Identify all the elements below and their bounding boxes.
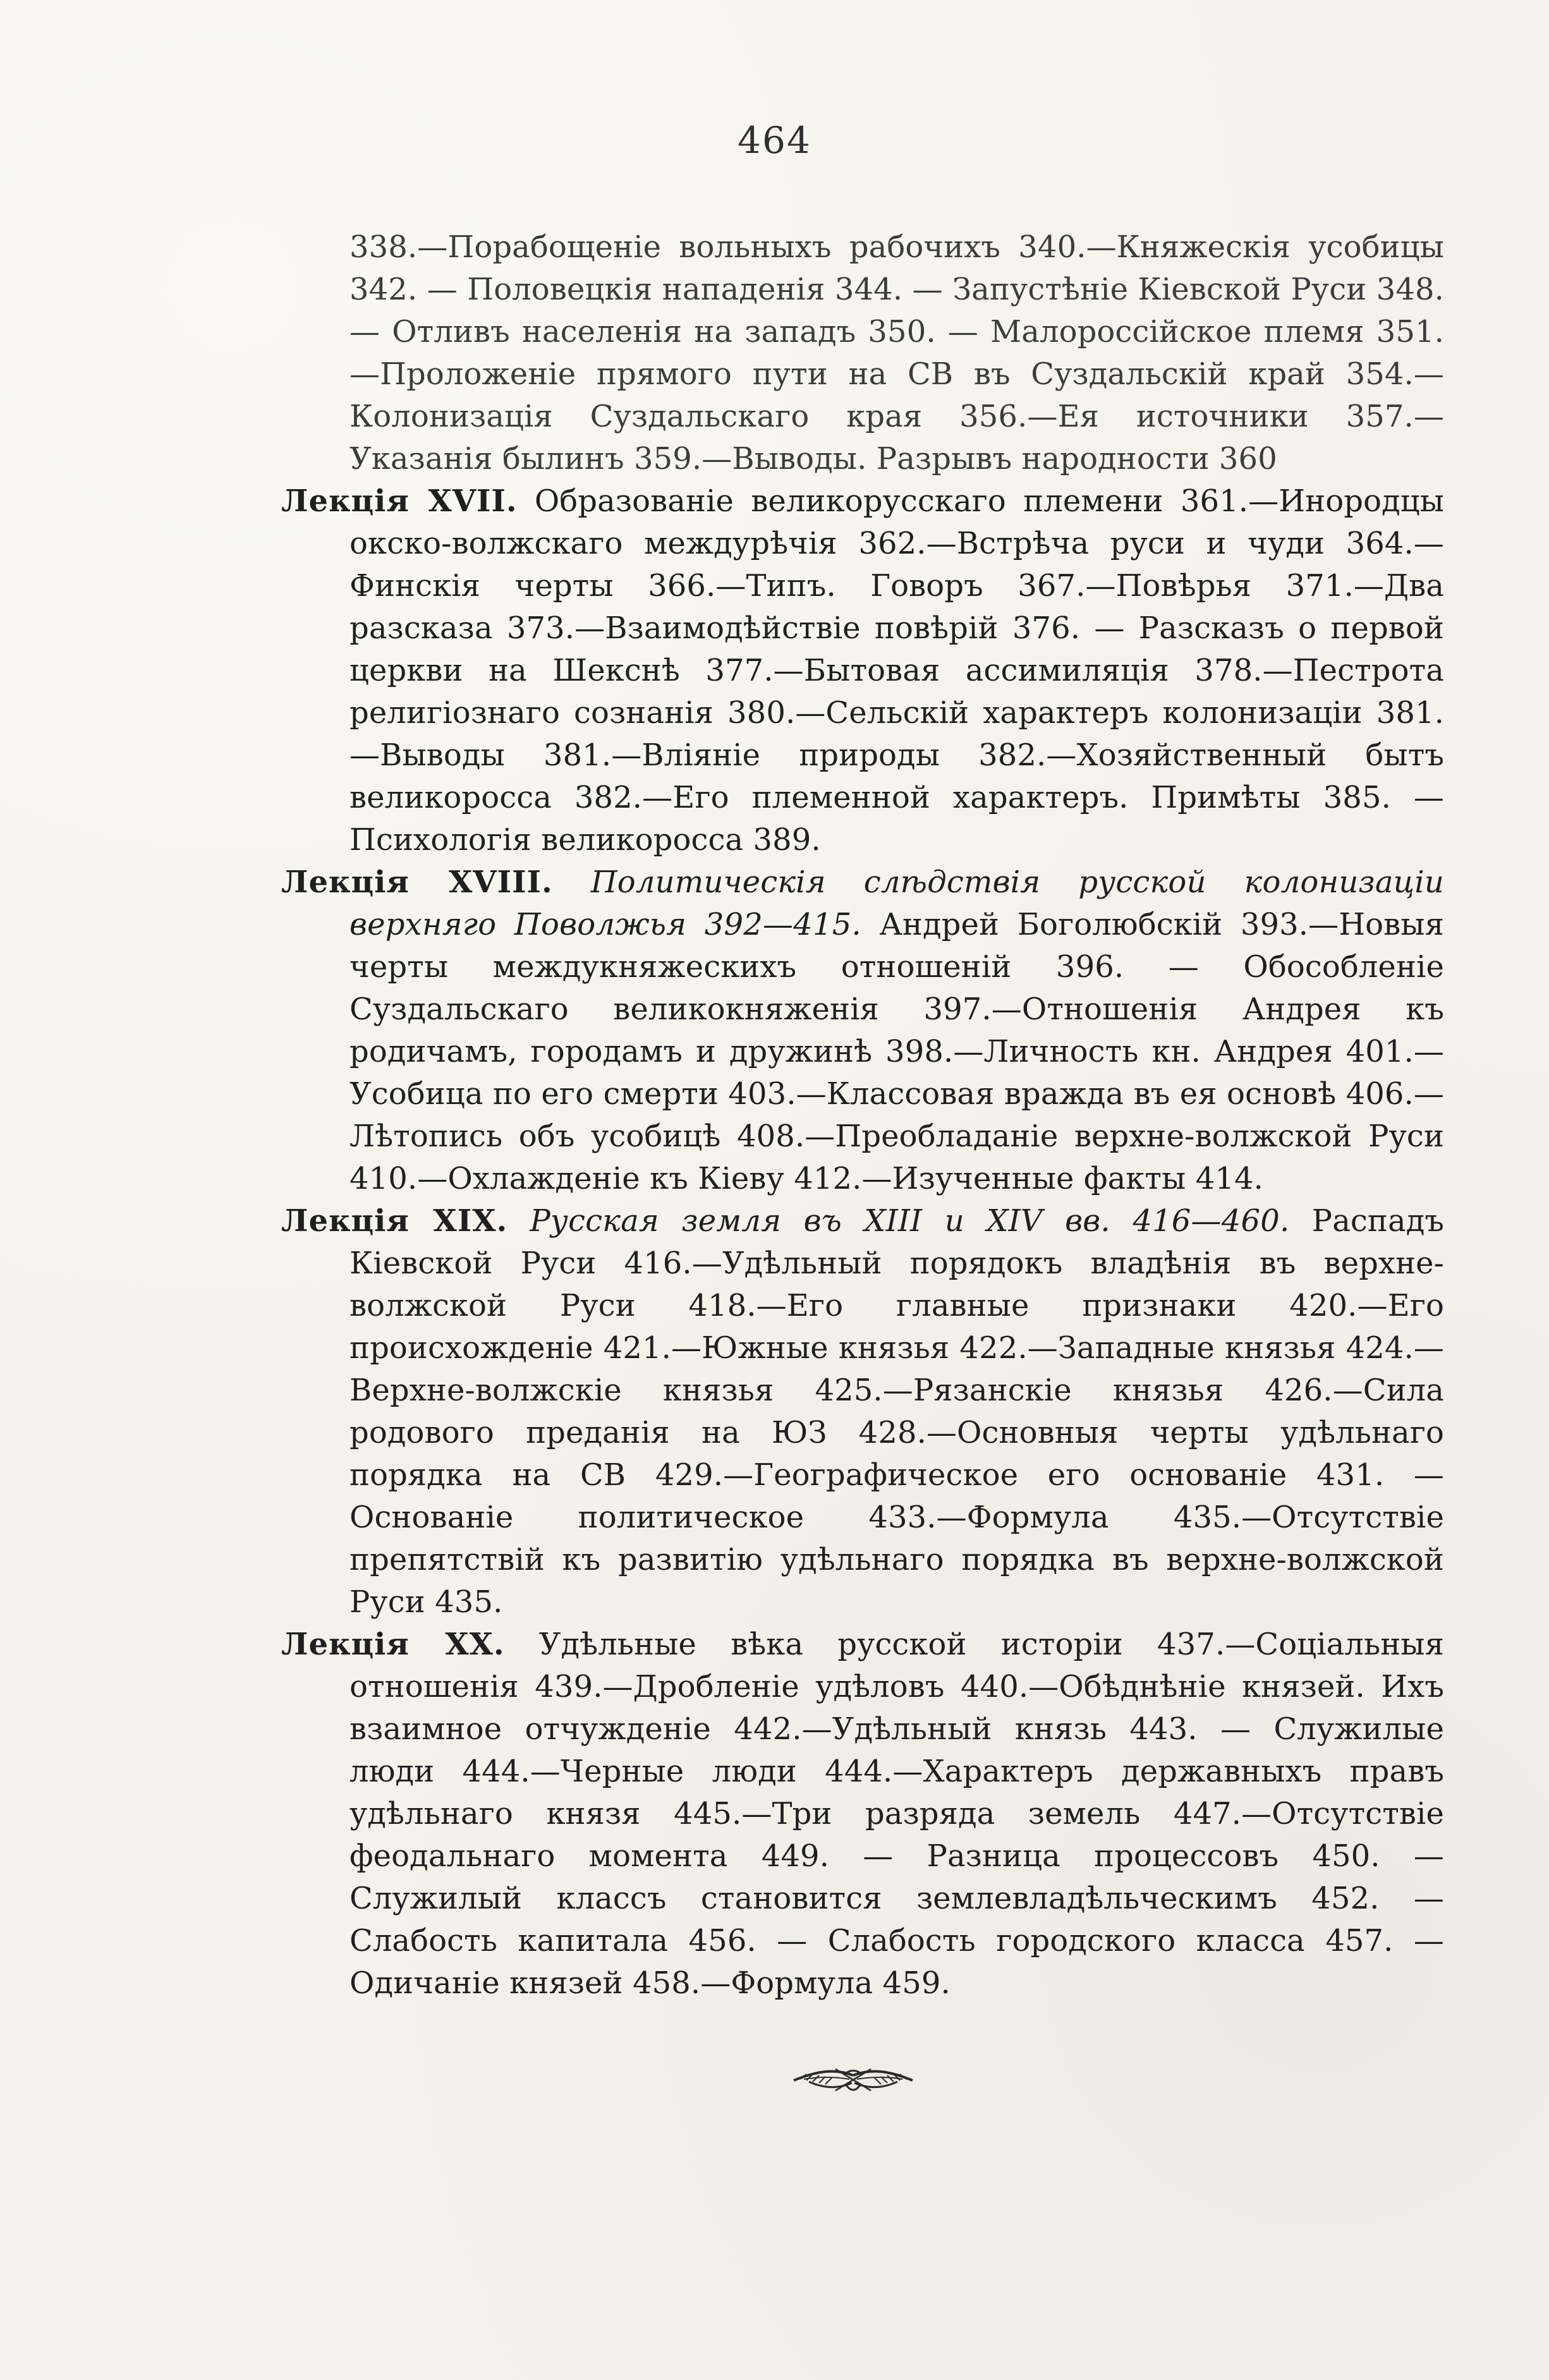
page-number: 464 — [738, 119, 811, 162]
table-of-contents — [281, 226, 1444, 2005]
lecture-17-entry — [281, 480, 1444, 861]
lecture-18-label: Лекція XVIII. — [281, 865, 553, 900]
lecture-17-body: Образованіе великорусскаго племени 361.—Инородцы окско-волжскаго междурѣчія 362.—Встрѣча руси и чуди 364.—Финскія черты 366.—Типъ. Говоръ 367.—Повѣрья 371.—Два разсказа 373.—Взаимодѣйствіе повѣрій 376. — Разсказъ о первой церкви на Шекснѣ 377.—Бытовая ассимиляція 378.—Пестрота религіознаго сознанія 380.—Сельскій характеръ колонизаціи 381.—Выводы 381.—Вліяніе природы 382.—Хозяйственный бытъ великоросса 382.—Его племенной характеръ. Примѣты 385. — Психологія великоросса 389. — [349, 483, 1445, 858]
lecture-18-body: Андрей Боголюбскій 393.—Новыя черты междукняжескихъ отношеній 396. — Обособленіе Суздальскаго великокняженія 397.—Отношенія Андрея къ родичамъ, городамъ и дружинѣ 398.—Личность кн. Андрея 401.—Усобица по его смерти 403.—Классовая вражда въ ея основѣ 406.—Лѣтопись объ усобицѣ 408.—Преобладаніе верхне-волжской Руси 410.—Охлажденіе къ Кіеву 412.—Изученные факты 414. — [349, 907, 1444, 1196]
lecture-19-title: Русская земля въ XIII и XIV вв. 416—460. — [530, 1203, 1290, 1239]
feather-ornament-icon — [790, 2058, 916, 2102]
lecture-20-entry — [281, 1624, 1444, 2005]
lecture-17-label: Лекція XVII. — [281, 483, 518, 519]
intro-paragraph: 338.—Порабощеніе вольныхъ рабочихъ 340.—Княжескія усобицы 342. — Половецкія нападенія 344. — Запустѣніе Кіевской Руси 348. — Отливъ населенія на западъ 350. — Малороссійское племя 351.—Проложеніе прямого пути на СВ въ Суздальскій край 354.—Колонизація Суздальскаго края 356.—Ея источники 357.—Указанія былинъ 359.—Выводы. Разрывъ народности 360 — [349, 229, 1444, 477]
lecture-18-entry — [281, 861, 1444, 1200]
lecture-20-label: Лекція XX. — [281, 1627, 505, 1662]
lecture-19-body: Распадъ Кіевской Руси 416.—Удѣльный порядокъ владѣнія въ верхне-волжской Руси 418.—Его главные признаки 420.—Его происхожденіе 421.—Южные князья 422.—Западные князья 424.—Верхне-волжскіе князья 425.—Рязанскіе князья 426.—Сила родового преданія на ЮЗ 428.—Основныя черты удѣльнаго порядка на СВ 429.—Географическое его основаніе 431. — Основаніе политическое 433.—Формула 435.—Отсутствіе препятствій къ развитію удѣльнаго порядка въ верхне-волжской Руси 435. — [349, 1203, 1444, 1620]
lecture-18-title: Политическія слѣдствія русской колонизаціи верхняго Поволжья 392—415. — [349, 865, 1444, 942]
lecture-20-body: Удѣльные вѣка русской исторіи 437.—Соціальныя отношенія 439.—Дробленіе удѣловъ 440.—Обѣднѣніе князей. Ихъ взаимное отчужденіе 442.—Удѣльный князь 443. — Служилые люди 444.—Черные люди 444.—Характеръ державныхъ правъ удѣльнаго князя 445.—Три разряда земель 447.—Отсутствіе феодальнаго момента 449. — Разница процессовъ 450. — Служилый классъ становится землевладѣльческимъ 452. — Слабость капитала 456. — Слабость городского класса 457. — Одичаніе князей 458.—Формула 459. — [349, 1627, 1444, 2001]
lecture-19-entry — [281, 1200, 1444, 1624]
lecture-19-label: Лекція XIX. — [281, 1203, 508, 1239]
